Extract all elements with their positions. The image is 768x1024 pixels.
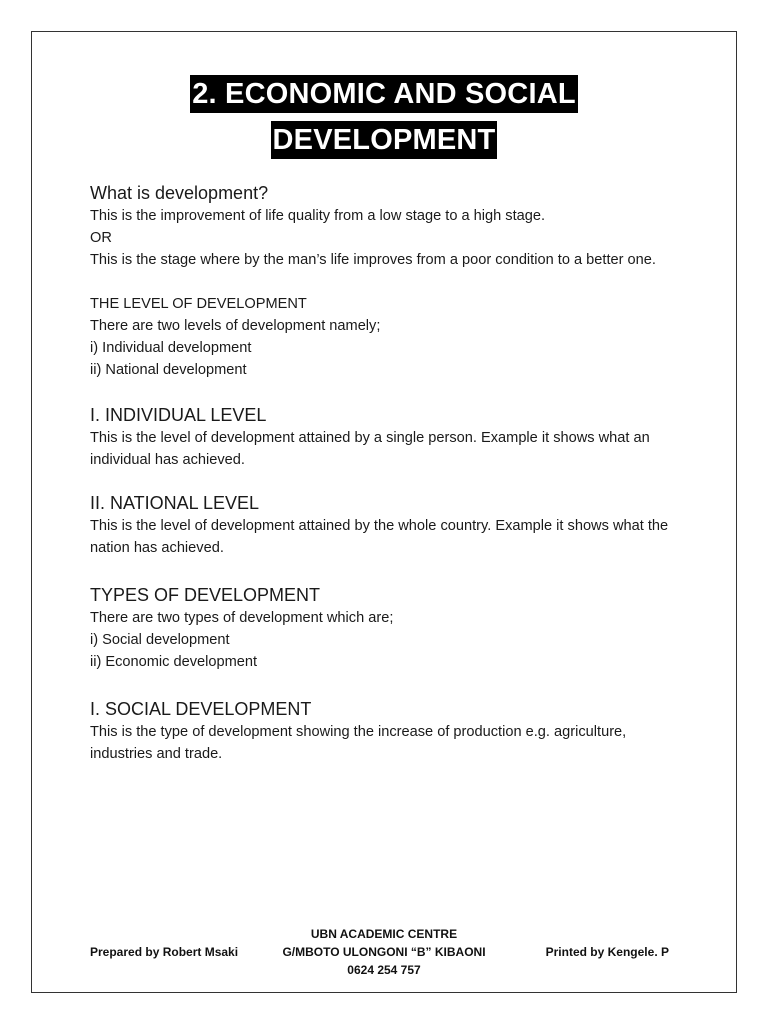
levels-item-1: i) Individual development xyxy=(90,340,252,356)
footer-phone: 0624 254 757 xyxy=(347,963,421,977)
individual-text: This is the level of development attained by a single person. Example it shows what an individual has achieved. xyxy=(90,430,650,468)
title-line-2: DEVELOPMENT xyxy=(271,121,498,159)
or-text: OR xyxy=(90,230,112,246)
individual-heading: I. INDIVIDUAL LEVEL xyxy=(90,405,267,425)
levels-heading: THE LEVEL OF DEVELOPMENT xyxy=(90,296,307,312)
question-heading: What is development? xyxy=(90,183,269,203)
definition-2: This is the stage where by the man’s life improves from a poor condition to a better one. xyxy=(90,252,656,268)
social-text: This is the type of development showing the increase of production e.g. agriculture, industries and trade. xyxy=(90,724,627,762)
document-body xyxy=(90,181,690,765)
footer-centre-name: UBN ACADEMIC CENTRE xyxy=(310,927,458,941)
footer-address: G/MBOTO ULONGONI “B” KIBAONI xyxy=(282,945,486,959)
levels-intro: There are two levels of development namely; xyxy=(90,318,381,334)
types-item-2: ii) Economic development xyxy=(90,654,258,670)
footer-prepared-by: Prepared by Robert Msaki xyxy=(90,945,239,959)
types-item-1: i) Social development xyxy=(90,632,230,648)
definition-1: This is the improvement of life quality from a low stage to a high stage. xyxy=(90,208,546,224)
levels-item-2: ii) National development xyxy=(90,362,247,378)
national-text: This is the level of development attained by the whole country. Example it shows what the nation has achieved. xyxy=(90,518,669,556)
page-footer xyxy=(31,925,737,981)
footer-printed-by: Printed by Kengele. P xyxy=(545,945,669,959)
national-heading: II. NATIONAL LEVEL xyxy=(90,493,260,513)
social-heading: I. SOCIAL DEVELOPMENT xyxy=(90,699,312,719)
page-title xyxy=(31,75,737,159)
types-intro: There are two types of development which are; xyxy=(90,610,394,626)
types-heading: TYPES OF DEVELOPMENT xyxy=(90,585,321,605)
title-line-1: 2. ECONOMIC AND SOCIAL xyxy=(190,75,578,113)
